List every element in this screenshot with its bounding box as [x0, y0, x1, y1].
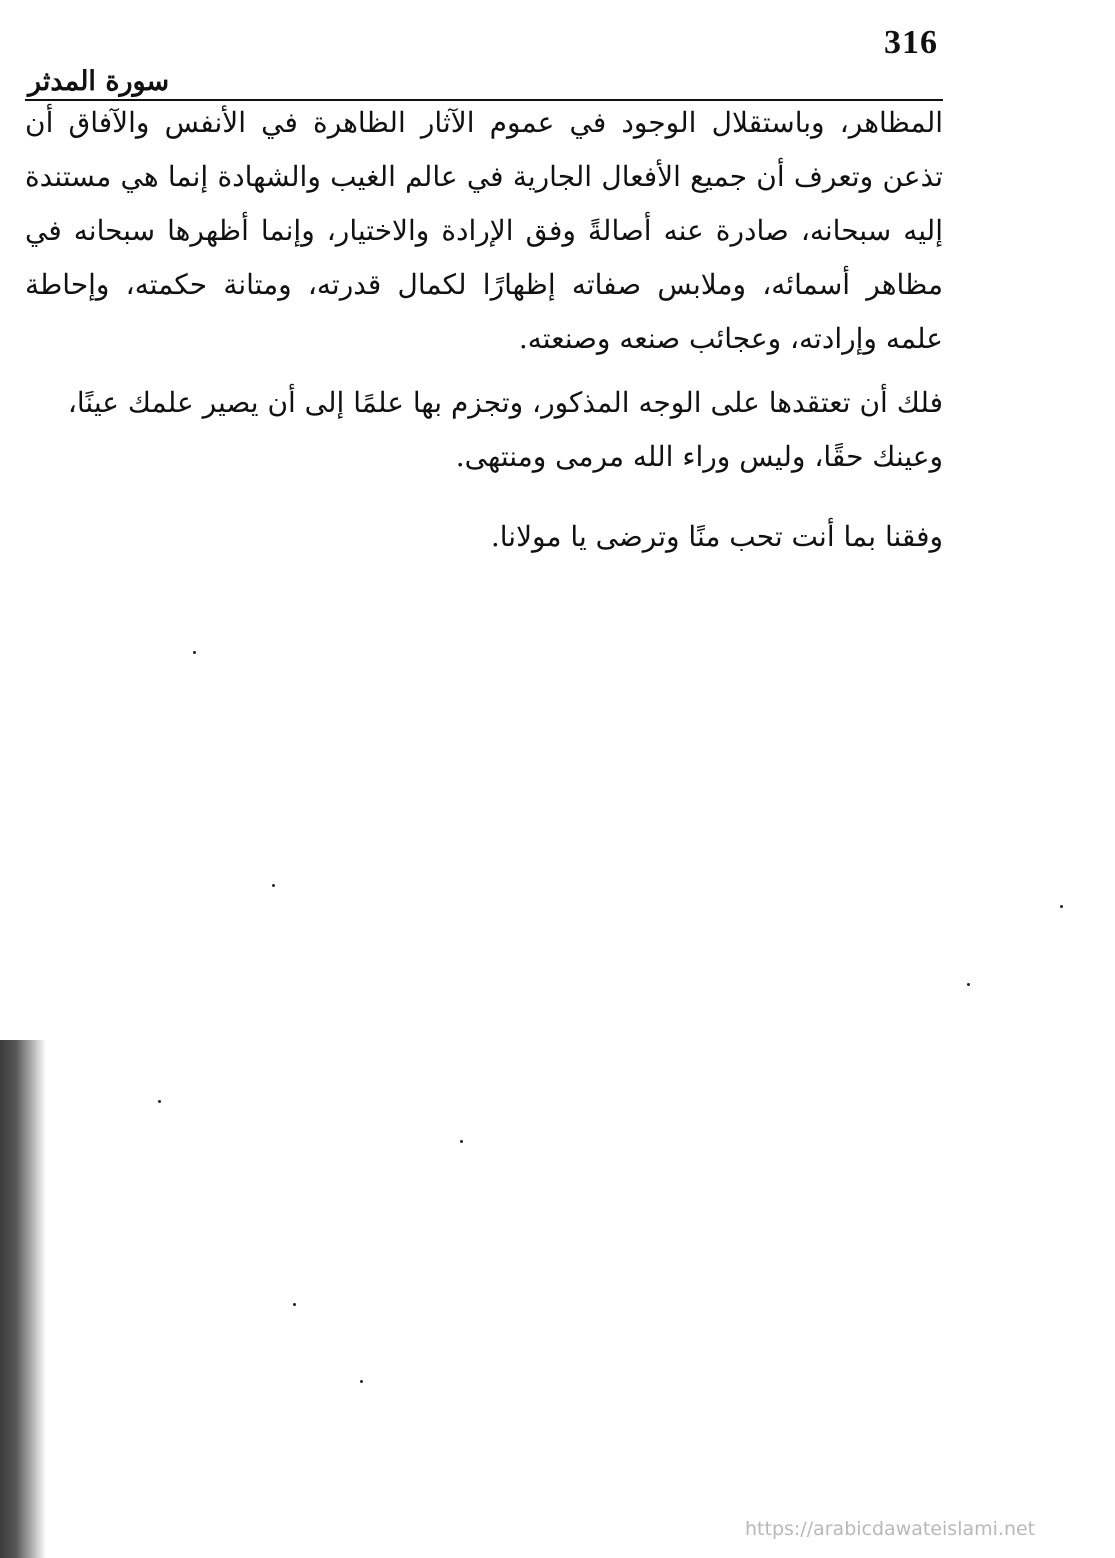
- surah-title: سورة المدثر: [28, 66, 170, 97]
- scan-speck: [272, 884, 275, 887]
- body-paragraph-3: وفقنا بما أنت تحب منًا وترضى يا مولانا.: [490, 520, 943, 553]
- body-paragraph-1: المظاهر، وباستقلال الوجود في عموم الآثار الظاهرة في الأنفس والآفاق أن تذعن وتعرف أن جميع الأفعال الجارية في عالم الغيب والشهادة إنما هي مستندة إليه سبحانه، صادرة عنه أصالةً وفق الإرادة والاختيار، وإنما أظهرها سبحانه في مظاهر أسمائه، وملابس صفاته إظهارًا لكمال قدرته، ومتانة حكمته، وإحاطة علمه وإرادته، وعجائب صنعه وصنعته.: [25, 106, 943, 355]
- watermark-url: https://arabicdawateislami.net: [745, 1518, 1036, 1540]
- body-paragraph-2: فلك أن تعتقدها على الوجه المذكور، وتجزم بها علمًا إلى أن يصير علمك عينًا، وعينك حقًا، وليس وراء الله مرمى ومنتهى.: [67, 386, 943, 473]
- page-number: 316: [884, 24, 938, 61]
- scan-speck: [1060, 905, 1063, 908]
- scan-speck: [460, 1140, 463, 1143]
- scan-edge-shadow: [0, 1040, 46, 1558]
- scan-speck: [360, 1380, 363, 1383]
- scan-speck: [193, 651, 196, 654]
- scan-speck: [967, 983, 970, 986]
- scan-speck: [158, 1100, 161, 1103]
- scan-speck: [293, 1303, 296, 1306]
